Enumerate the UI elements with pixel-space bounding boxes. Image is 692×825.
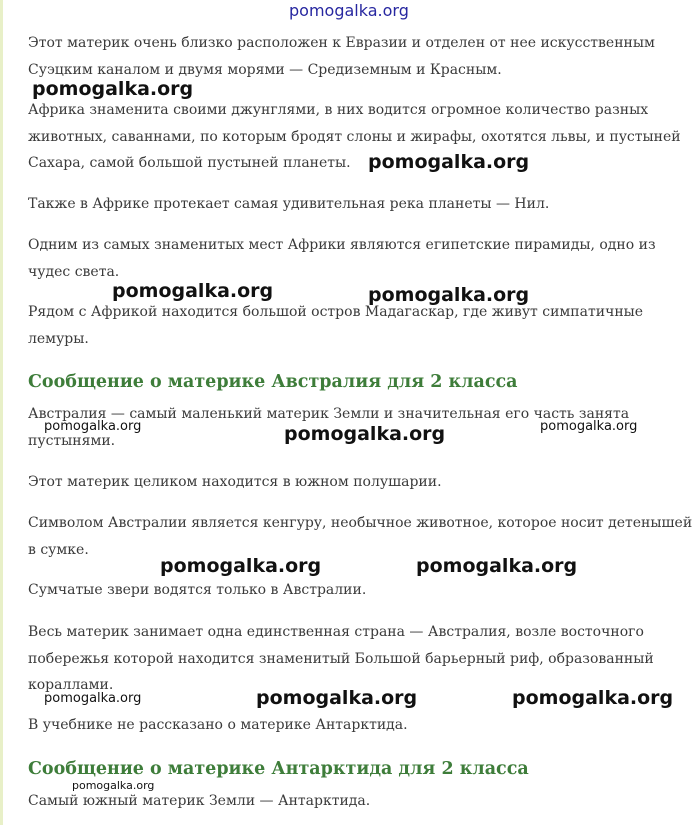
paragraph-eurasia: Этот материк очень близко расположен к Евразии и отделен от нее искусственным Суэцким каналом и двумя морями — Средиземным и Красным. [28, 35, 655, 78]
paragraph-pyramids: Одним из самых знаменитых мест Африки являются египетские пирамиды, одно из чудес света. [28, 237, 656, 280]
watermark: pomogalka.org [160, 555, 322, 577]
paragraph-barrier-reef: Весь материк занимает одна единственная страна — Австралия, возле восточного побережья которой находится знаменитый Большой барьерный риф, образованный кораллами. [28, 624, 654, 693]
watermark: pomogalka.org [44, 691, 142, 706]
heading-australia: Сообщение о материке Австралия для 2 класса [28, 372, 518, 392]
paragraph-antarctica-textbook: В учебнике не рассказано о материке Антарктида. [28, 717, 408, 733]
watermark: pomogalka.org [284, 423, 446, 445]
watermark: pomogalka.org [416, 555, 578, 577]
left-border-strip [0, 0, 3, 825]
watermark: pomogalka.org [44, 419, 142, 434]
paragraph-nile: Также в Африке протекает самая удивительная река планеты — Нил. [28, 196, 550, 212]
watermark: pomogalka.org [368, 284, 530, 306]
paragraph-marsupials: Сумчатые звери водятся только в Австралии. [28, 582, 367, 598]
watermark: pomogalka.org [112, 280, 274, 302]
watermark: pomogalka.org [540, 419, 638, 434]
watermark: pomogalka.org [512, 687, 674, 709]
paragraph-africa-jungles: Африка знаменита своими джунглями, в них водится огромное количество разных животных, саваннами, по которым бродят слоны и жирафы, охотятся львы, и пустыней Сахара, самой большой пустыней планеты. [28, 102, 681, 171]
paragraph-kangaroo: Символом Австралии является кенгуру, необычное животное, которое носит детенышей в сумке. [28, 515, 692, 558]
watermark: pomogalka.org [368, 151, 530, 173]
paragraph-antarctica-south: Самый южный материк Земли — Антарктида. [28, 793, 371, 809]
watermark: pomogalka.org [72, 779, 155, 792]
heading-antarctica: Сообщение о материке Антарктида для 2 класса [28, 759, 529, 779]
watermark: pomogalka.org [256, 687, 418, 709]
paragraph-madagascar: Рядом с Африкой находится большой остров Мадагаскар, где живут симпатичные лемуры. [28, 304, 644, 347]
watermark: pomogalka.org [32, 78, 194, 100]
paragraph-australia-smallest: Австралия — самый маленький материк Земли и значительная его часть занята пустынями. [28, 406, 630, 449]
top-watermark: pomogalka.org [289, 1, 409, 20]
paragraph-southern-hemisphere: Этот материк целиком находится в южном полушарии. [28, 474, 442, 490]
